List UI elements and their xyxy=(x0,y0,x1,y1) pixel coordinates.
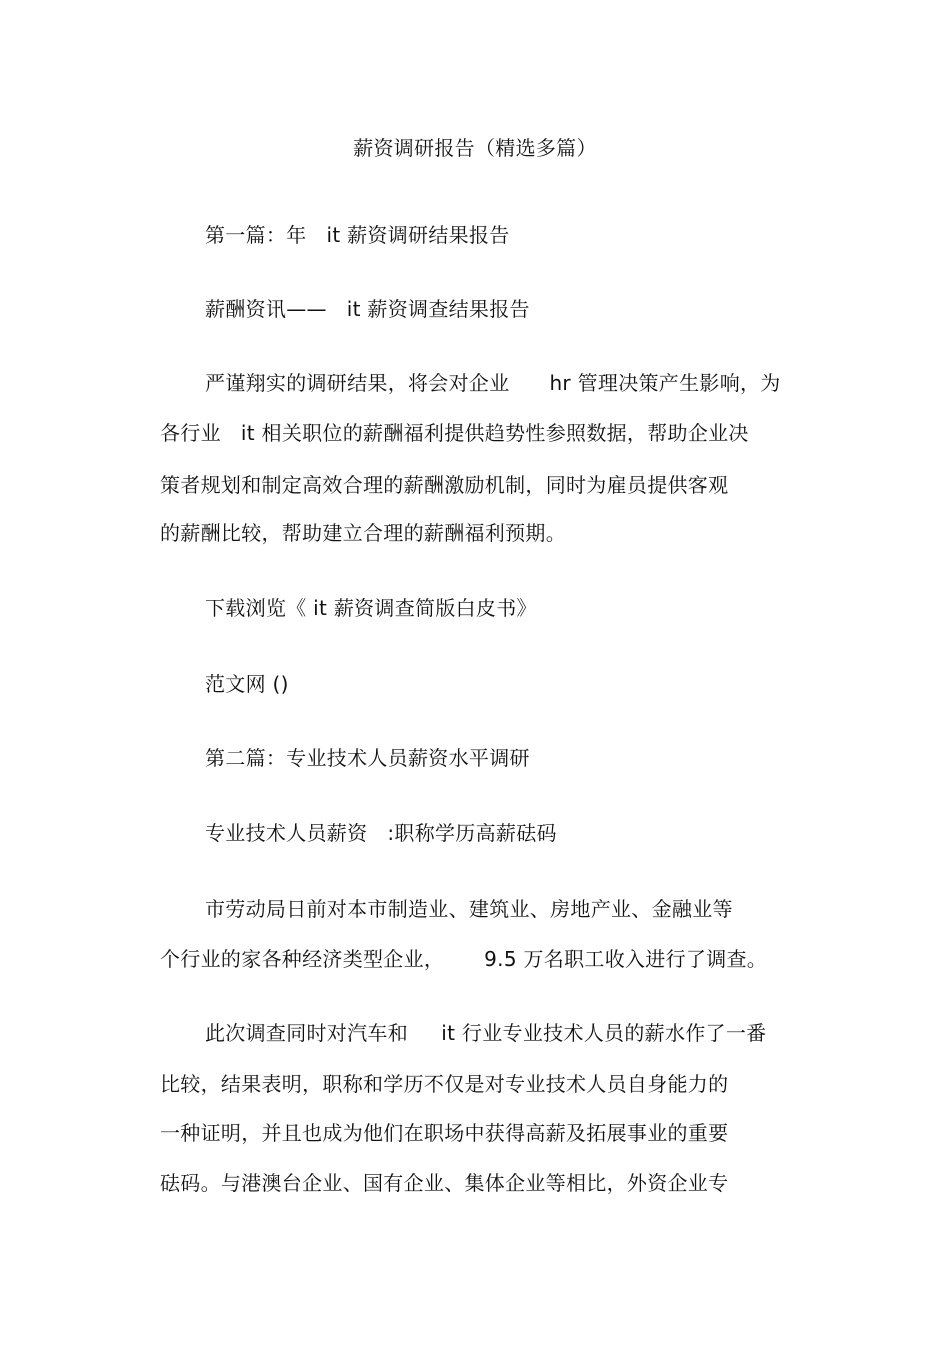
paragraph-1-line-4: 的薪酬比较，帮助建立合理的薪酬福利预期。 xyxy=(160,521,566,545)
paragraph-3-line-3: 一种证明，并且也成为他们在职场中获得高薪及拓展事业的重要 xyxy=(160,1121,729,1145)
section-1-heading: 第一篇：年 it 薪资调研结果报告 xyxy=(205,223,510,247)
paragraph-1-line-1: 严谨翔实的调研结果，将会对企业 hr 管理决策产生影响，为 xyxy=(205,371,781,395)
section-1-subheading: 薪酬资讯—— it 薪资调查结果报告 xyxy=(205,297,530,321)
paragraph-3-line-4: 砝码。与港澳台企业、国有企业、集体企业等相比，外资企业专 xyxy=(160,1171,729,1195)
paragraph-1-line-2: 各行业 it 相关职位的薪酬福利提供趋势性参照数据，帮助企业决 xyxy=(160,421,749,445)
paragraph-3-line-1: 此次调查同时对汽车和 it 行业专业技术人员的薪水作了一番 xyxy=(205,1021,767,1045)
section-2-subheading: 专业技术人员薪资 :职称学历高薪砝码 xyxy=(205,821,557,845)
source-line: 范文网 () xyxy=(205,672,289,696)
document-title: 薪资调研报告（精选多篇） xyxy=(353,136,597,160)
paragraph-2-line-2: 个行业的家各种经济类型企业， 9.5 万名职工收入进行了调查。 xyxy=(160,947,768,971)
paragraph-2-line-1: 市劳动局日前对本市制造业、建筑业、房地产业、金融业等 xyxy=(205,897,733,921)
paragraph-3-line-2: 比较，结果表明，职称和学历不仅是对专业技术人员自身能力的 xyxy=(160,1072,729,1096)
download-line: 下载浏览《 it 薪资调查简版白皮书》 xyxy=(205,596,537,620)
paragraph-1-line-3: 策者规划和制定高效合理的薪酬激励机制，同时为雇员提供客观 xyxy=(160,473,729,497)
section-2-heading: 第二篇：专业技术人员薪资水平调研 xyxy=(205,746,530,770)
